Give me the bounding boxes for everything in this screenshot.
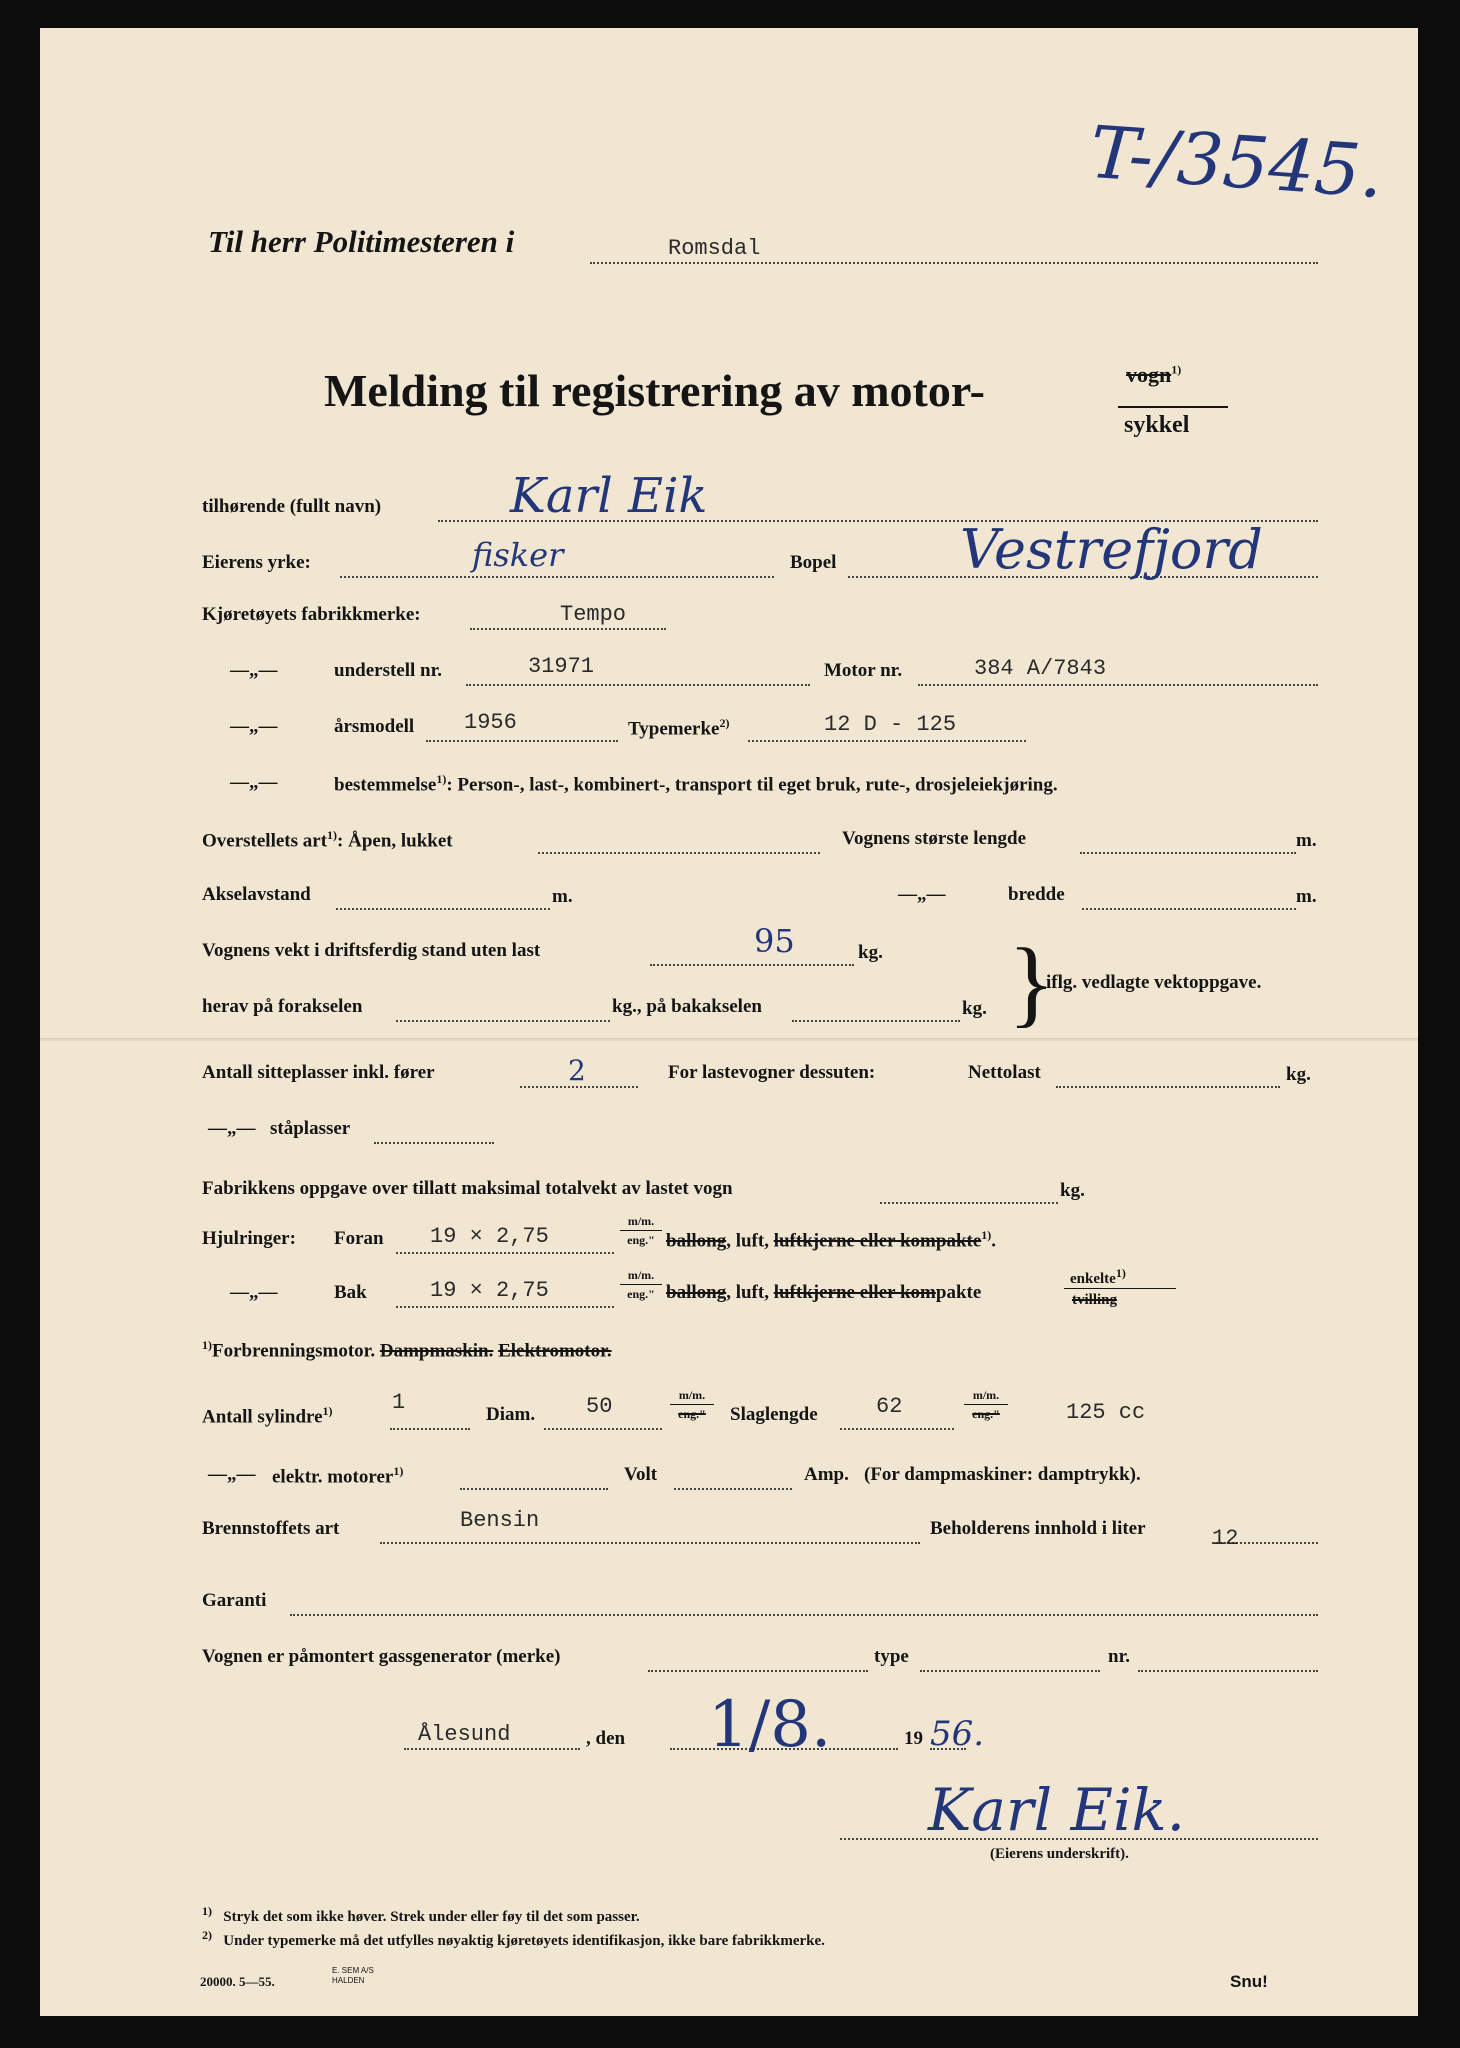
gas-type-label: type (874, 1646, 909, 1667)
max-weight-unit: kg. (1060, 1180, 1085, 1201)
purpose-label: bestemmelse$^{1)}$: Person-, last-, kombinert-, transport til eget bruk, rute-, drosjeleiekjøring. (334, 772, 1058, 796)
occupation-label: Eierens yrke: (202, 552, 311, 573)
stroke-label: Slaglengde (730, 1404, 818, 1425)
date-value: 1/8. (708, 1688, 832, 1762)
width-unit: m. (1296, 886, 1317, 907)
displacement-value: 125 cc (1066, 1400, 1146, 1425)
registration-form (40, 28, 1418, 2016)
front-axle-label: herav på forakselen (202, 996, 363, 1017)
engine-types: $^{1)}$Forbrenningsmotor. Dampmaskin. Elektromotor. (202, 1338, 612, 1362)
chassis-label: understell nr. (334, 660, 443, 681)
form-title: Melding til registrering av motor- (324, 365, 985, 416)
seats-value: 2 (568, 1054, 586, 1087)
reference-number: T-/3545. (1087, 109, 1387, 215)
weight-label: Vognens vekt i driftsferdig stand uten last (202, 940, 541, 961)
body-type-label: Overstellets art$^{1)}$: Åpen, lukket (202, 828, 453, 852)
make-label: Kjøretøyets fabrikkmerke: (202, 604, 421, 625)
printer-city: HALDEN (332, 1976, 365, 1985)
ditto-mark: —„— (208, 1464, 256, 1485)
tires-rear-options: ballong, luft, luftkjerne eller kompakte (666, 1282, 982, 1303)
occupation-value: fisker (472, 536, 564, 574)
tank-label: Beholderens innhold i liter (930, 1518, 1146, 1539)
standing-label: ståplasser (270, 1118, 351, 1139)
fold-line (40, 1038, 1418, 1041)
diameter-value: 50 (586, 1394, 613, 1419)
ditto-mark: —„— (230, 716, 278, 737)
weight-unit: kg. (858, 942, 883, 963)
title-option-struck: vogn$^{1)}$ (1126, 362, 1182, 387)
model-year-value: 1956 (464, 710, 517, 735)
owner-name-label: tilhørende (fullt navn) (202, 496, 382, 517)
ditto-mark: —„— (208, 1118, 256, 1139)
residence-value: Vestrefjord (960, 518, 1263, 581)
ditto-mark: —„— (230, 772, 278, 793)
net-load-label: Nettolast (968, 1062, 1041, 1083)
tires-front-options: ballong, luft, luftkjerne eller kompakte$^{1)}$. (666, 1228, 997, 1252)
ditto-mark: —„— (898, 884, 946, 905)
stroke-value: 62 (876, 1394, 903, 1419)
length-unit: m. (1296, 830, 1317, 851)
year-value: 56. (930, 1714, 985, 1754)
cylinders-value: 1 (392, 1390, 406, 1415)
diameter-unit: m/m. eng." (670, 1388, 714, 1421)
cylinders-label: Antall sylindre$^{1)}$ (202, 1404, 333, 1428)
owner-name-value: Karl Eik (510, 468, 708, 524)
title-option-selected: sykkel (1124, 412, 1190, 438)
ditto-mark: —„— (230, 1282, 278, 1303)
wheelbase-unit: m. (552, 886, 573, 907)
max-weight-label: Fabrikkens oppgave over tillatt maksimal totalvekt av lastet vogn (202, 1178, 733, 1199)
police-district: Romsdal (668, 236, 761, 261)
electric-motors-label: elektr. motorer$^{1)}$ (272, 1464, 404, 1488)
tires-twin: tvilling (1072, 1292, 1118, 1308)
ditto-mark: —„— (230, 660, 278, 681)
gas-generator-label: Vognen er påmontert gassgenerator (merke) (202, 1646, 561, 1667)
type-label: Typemerke$^{2)}$ (628, 716, 730, 740)
amp-label: Amp. (804, 1464, 849, 1485)
year-prefix: 19 (904, 1728, 923, 1749)
tires-front-value: 19 × 2,75 (430, 1224, 549, 1249)
place-value: Ålesund (418, 1722, 511, 1747)
wheelbase-label: Akselavstand (202, 884, 311, 905)
footnote-2: $^{2)}$ Under typemerke må det utfylles nøyaktig kjøretøyets identifikasjon, ikke bare fabrikkmerke. (202, 1928, 825, 1949)
stroke-unit: m/m. eng." (964, 1388, 1008, 1421)
width-label: bredde (1008, 884, 1065, 905)
length-label: Vognens største lengde (842, 828, 1027, 849)
weight-value: 95 (754, 922, 795, 960)
gas-number-label: nr. (1108, 1646, 1131, 1667)
tires-rear-unit: m/m. eng." (620, 1268, 662, 1301)
chassis-value: 31971 (528, 654, 595, 679)
form-code: 20000. 5—55. (200, 1974, 275, 1989)
weight-note: iflg. vedlagte vektoppgave. (1046, 972, 1262, 993)
make-value: Tempo (560, 602, 627, 627)
turn-over-label: Snu! (1230, 1972, 1268, 1991)
steam-note: (For dampmaskiner: damptrykk). (864, 1464, 1141, 1485)
tires-rear-label: Bak (334, 1282, 367, 1303)
net-load-unit: kg. (1286, 1064, 1311, 1085)
footnote-1: $^{1)}$ Stryk det som ikke høver. Strek under eller føy til det som passer. (202, 1904, 640, 1925)
rear-axle-label: kg., på bakakselen (612, 996, 762, 1017)
type-value: 12 D - 125 (824, 712, 957, 737)
printer-name: E. SEM A/S (332, 1966, 374, 1975)
model-year-label: årsmodell (334, 716, 415, 737)
warranty-label: Garanti (202, 1590, 267, 1611)
volt-label: Volt (624, 1464, 658, 1485)
tires-front-label: Foran (334, 1228, 384, 1249)
weight-brace: } (1008, 929, 1056, 1037)
addressee-label: Til herr Politimesteren i (208, 224, 515, 259)
cargo-label: For lastevogner dessuten: (668, 1062, 876, 1083)
seats-label: Antall sitteplasser inkl. fører (202, 1062, 435, 1083)
residence-label: Bopel (790, 552, 837, 573)
signature-caption: (Eierens underskrift). (990, 1846, 1129, 1862)
motor-number-value: 384 A/7843 (974, 656, 1107, 681)
diameter-label: Diam. (486, 1404, 536, 1425)
owner-signature: Karl Eik. (928, 1776, 1186, 1844)
tires-label: Hjulringer: (202, 1228, 296, 1249)
motor-number-label: Motor nr. (824, 660, 903, 681)
date-label: , den (586, 1728, 626, 1749)
tank-value: 12 (1212, 1526, 1239, 1551)
rear-axle-unit: kg. (962, 998, 987, 1019)
fuel-value: Bensin (460, 1508, 540, 1533)
fuel-label: Brennstoffets art (202, 1518, 340, 1539)
tires-front-unit: m/m. eng." (620, 1214, 662, 1247)
tires-rear-value: 19 × 2,75 (430, 1278, 549, 1303)
tires-single: enkelte$^{1)}$ (1070, 1266, 1126, 1287)
